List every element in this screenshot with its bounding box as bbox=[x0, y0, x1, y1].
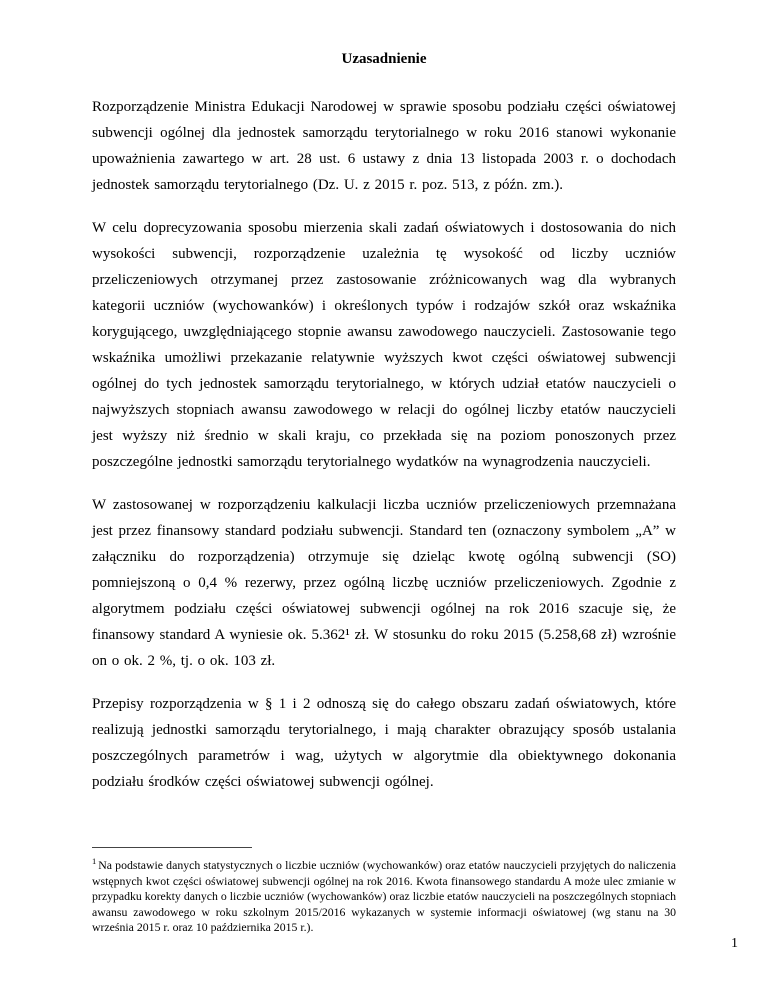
paragraph-1: Rozporządzenie Ministra Edukacji Narodowej w sprawie sposobu podziału części oświatowej subwencji ogólnej dla jednostek samorządu terytorialnego w roku 2016 stanowi wykonanie upoważnienia zawartego w art. 28 ust. 6 ustawy z dnia 13 listopada 2003 r. o dochodach jednostek samorządu terytorialnego (Dz. U. z 2015 r. poz. 513, z późn. zm.). bbox=[92, 99, 676, 193]
footnote-area bbox=[92, 847, 676, 936]
page-number: 1 bbox=[731, 936, 738, 951]
footnote-separator bbox=[92, 847, 252, 848]
paragraph-4: Przepisy rozporządzenia w § 1 i 2 odnoszą się do całego obszaru zadań oświatowych, które realizują jednostki samorządu terytorialnego, i mają charakter obrazujący sposób ustalania poszczególnych parametrów i wag, użytych w algorytmie dla obiektywnego dokonania podziału środków części oświatowej subwencji ogólnej. bbox=[92, 696, 676, 790]
footnote bbox=[92, 854, 676, 936]
paragraph-3: W zastosowanej w rozporządzeniu kalkulacji liczba uczniów przeliczeniowych przemnażana jest przez finansowy standard podziału subwencji. Standard ten (oznaczony symbolem „A” w załączniku do rozporządzenia) otrzymuje się dzieląc kwotę ogólną subwencji (SO) pomniejszoną o 0,4 % rezerwy, przez ogólną liczbę uczniów przeliczeniowych. Zgodnie z algorytmem podziału części oświatowej subwencji ogólnej na rok 2016 szacuje się, że finansowy standard A wyniesie ok. 5.362¹ zł. W stosunku do roku 2015 (5.258,68 zł) wzrośnie on o ok. 2 %, tj. o ok. 103 zł. bbox=[92, 497, 676, 669]
document-title: Uzasadnienie bbox=[341, 51, 427, 67]
paragraph-2: W celu doprecyzowania sposobu mierzenia skali zadań oświatowych i dostosowania do nich wysokości subwencji, rozporządzenie uzależnia tę wysokość od liczby uczniów przeliczeniowych otrzymanej przez zastosowanie zróżnicowanych wag dla wybranych kategorii uczniów (wychowanków) i określonych typów i rodzajów szkół oraz wskaźnika korygującego, uwzględniającego stopnie awansu zawodowego nauczycieli. Zastosowanie tego wskaźnika umożliwi przekazanie relatywnie wyższych kwot części oświatowej subwencji ogólnej do tych jednostek samorządu terytorialnego, w których udział etatów nauczycieli o najwyższych stopniach awansu zawodowego w relacji do ogólnej liczby etatów nauczycieli jest wyższy niż średnio w skali kraju, co przekłada się na poziom ponoszonych przez poszczególne jednostki samorządu terytorialnego wydatków na wynagrodzenia nauczycieli. bbox=[92, 220, 676, 470]
footnote-marker: 1 bbox=[92, 856, 97, 867]
footnote-text: Na podstawie danych statystycznych o liczbie uczniów (wychowanków) oraz etatów nauczycieli przyjętych do naliczenia wstępnych kwot części oświatowej subwencji ogólnej na rok 2016. Kwota finansowego standardu A może ulec zmianie w przypadku korekty danych o liczbie uczniów (wychowanków) oraz liczbie etatów nauczycieli na poszczególnych stopniach awansu zawodowego w roku szkolnym 2015/2016 wykazanych w systemie informacji oświatowej (wg stanu na 30 września 2015 r. oraz 10 października 2015 r.). bbox=[92, 858, 676, 935]
